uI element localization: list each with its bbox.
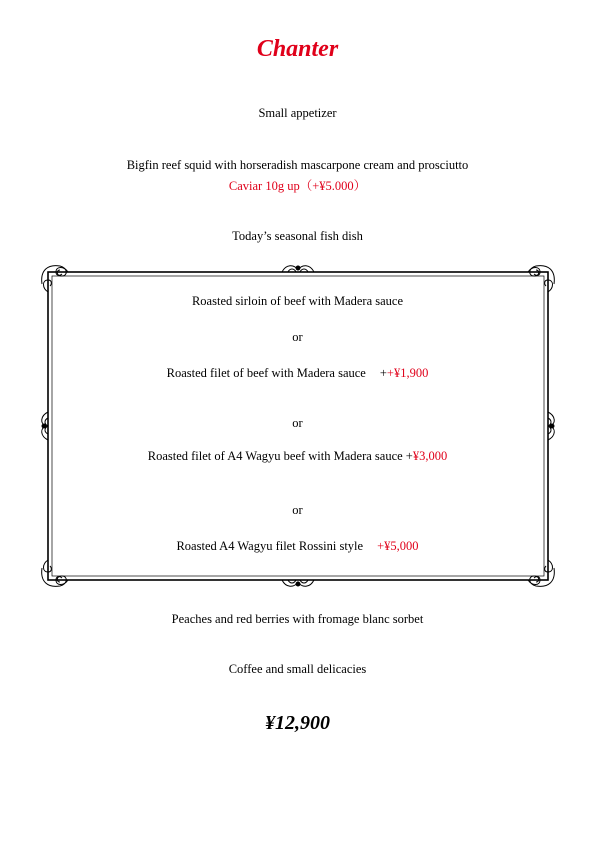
rossini-price: +¥5,000 [377,539,419,553]
coffee-item: Coffee and small delicacies [228,662,367,676]
course-price: ¥12,900 [265,712,330,734]
main-option-filet [0,366,595,381]
corner-scroll-tl [42,266,68,292]
wagyu-filet-price: ¥3,000 [412,449,448,463]
main-option-sirloin: Roasted sirloin of beef with Madera sauce [191,294,404,308]
menu-title: Chanter [256,36,339,62]
filet-plus-price: ++¥1,900 [379,366,429,380]
or-separator-3: or [292,503,303,517]
or-separator-2: or [292,416,303,430]
fish-item: Today’s seasonal fish dish [232,229,363,243]
dessert-item: Peaches and red berries with fromage blanc sorbet [171,612,424,626]
appetizer-item: Small appetizer [258,106,337,120]
wagyu-filet-label: Roasted filet of A4 Wagyu beef with Madera sauce + [147,449,413,463]
or-separator-1: or [292,330,303,344]
squid-item: Bigfin reef squid with horseradish mascarpone cream and prosciutto [126,158,469,172]
main-option-rossini [0,539,595,554]
caviar-option: Caviar 10g up（+¥5.000） [228,179,367,193]
rossini-label: Roasted A4 Wagyu filet Rossini style [176,539,364,553]
main-option-wagyu-filet [0,449,595,464]
filet-label: Roasted filet of beef with Madera sauce [166,366,366,380]
